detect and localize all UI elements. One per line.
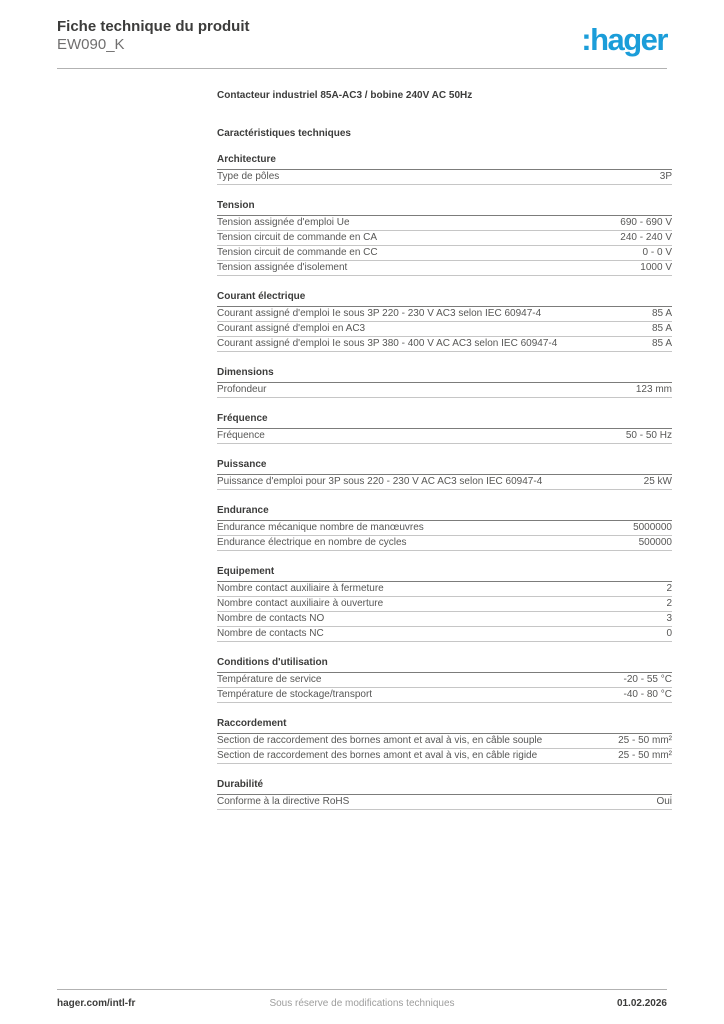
spec-section-title: Raccordement — [217, 718, 672, 734]
spec-rows — [217, 216, 672, 276]
spec-value: 240 - 240 V — [620, 232, 672, 243]
spec-section-title: Endurance — [217, 505, 672, 521]
characteristics-heading: Caractéristiques techniques — [217, 128, 351, 139]
spec-row — [217, 673, 672, 688]
spec-row — [217, 536, 672, 551]
spec-section-title: Tension — [217, 200, 672, 216]
spec-value: 123 mm — [635, 384, 672, 395]
spec-label: Type de pôles — [217, 171, 280, 182]
spec-row — [217, 170, 672, 185]
spec-row — [217, 231, 672, 246]
spec-value: 1000 V — [640, 262, 672, 273]
spec-row — [217, 521, 672, 536]
spec-row — [217, 734, 672, 749]
spec-label: Endurance électrique en nombre de cycles — [217, 537, 407, 548]
spec-row — [217, 582, 672, 597]
spec-label: Tension assignée d'emploi Ue — [217, 217, 350, 228]
spec-label: Courant assigné d'emploi Ie sous 3P 220 - 230 V AC3 selon IEC 60947-4 — [217, 308, 542, 319]
spec-section-title: Puissance — [217, 459, 672, 475]
spec-label: Section de raccordement des bornes amont et aval à vis, en câble souple — [217, 735, 543, 746]
spec-row — [217, 322, 672, 337]
spec-row — [217, 597, 672, 612]
spec-rows — [217, 734, 672, 764]
spec-value: 3 — [666, 613, 672, 624]
spec-section — [217, 367, 672, 398]
spec-section — [217, 779, 672, 810]
spec-rows — [217, 673, 672, 703]
product-description: Contacteur industriel 85A-AC3 / bobine 240V AC 50Hz — [217, 90, 473, 101]
spec-value: 2 — [666, 598, 672, 609]
spec-row — [217, 475, 672, 490]
spec-value: 25 kW — [643, 476, 672, 487]
spec-section — [217, 459, 672, 490]
spec-rows — [217, 521, 672, 551]
spec-label: Température de service — [217, 674, 322, 685]
page-title: Fiche technique du produit — [57, 18, 250, 35]
spec-row — [217, 337, 672, 352]
spec-row — [217, 383, 672, 398]
header-titles — [57, 18, 250, 54]
spec-value: 25 - 50 mm² — [618, 750, 672, 761]
spec-value: 690 - 690 V — [620, 217, 672, 228]
spec-label: Profondeur — [217, 384, 267, 395]
spec-section-title: Conditions d'utilisation — [217, 657, 672, 673]
spec-rows — [217, 795, 672, 810]
spec-row — [217, 627, 672, 642]
spec-label: Nombre contact auxiliaire à fermeture — [217, 583, 384, 594]
spec-label: Courant assigné d'emploi en AC3 — [217, 323, 366, 334]
spec-label: Conforme à la directive RoHS — [217, 796, 350, 807]
spec-section-title: Courant électrique — [217, 291, 672, 307]
spec-row — [217, 749, 672, 764]
spec-value: 5000000 — [633, 522, 672, 533]
footer-website: hager.com/intl-fr — [57, 998, 136, 1009]
spec-label: Courant assigné d'emploi Ie sous 3P 380 - 400 V AC AC3 selon IEC 60947-4 — [217, 338, 558, 349]
spec-row — [217, 795, 672, 810]
spec-section-title: Dimensions — [217, 367, 672, 383]
spec-value: -40 - 80 °C — [623, 689, 672, 700]
spec-section-title: Durabilité — [217, 779, 672, 795]
spec-value: 0 - 0 V — [642, 247, 672, 258]
spec-value: -20 - 55 °C — [623, 674, 672, 685]
spec-row — [217, 307, 672, 322]
hager-logo: :hager — [581, 22, 667, 57]
spec-rows — [217, 170, 672, 185]
sections — [217, 154, 672, 810]
spec-label: Tension assignée d'isolement — [217, 262, 348, 273]
page-footer — [57, 989, 667, 1010]
header-divider — [57, 68, 667, 69]
spec-value: Oui — [656, 796, 672, 807]
spec-section — [217, 413, 672, 444]
spec-value: 500000 — [638, 537, 672, 548]
spec-value: 2 — [666, 583, 672, 594]
spec-row — [217, 261, 672, 276]
spec-rows — [217, 383, 672, 398]
spec-section — [217, 154, 672, 185]
spec-label: Fréquence — [217, 430, 265, 441]
spec-rows — [217, 429, 672, 444]
spec-value: 25 - 50 mm² — [618, 735, 672, 746]
spec-section-title: Fréquence — [217, 413, 672, 429]
spec-label: Nombre de contacts NC — [217, 628, 324, 639]
spec-value: 50 - 50 Hz — [625, 430, 672, 441]
spec-row — [217, 688, 672, 703]
spec-row — [217, 216, 672, 231]
spec-section — [217, 718, 672, 764]
spec-rows — [217, 582, 672, 642]
footer-date: 01.02.2026 — [616, 998, 667, 1009]
spec-section — [217, 200, 672, 276]
technical-content — [217, 90, 672, 825]
spec-section — [217, 566, 672, 642]
spec-row — [217, 246, 672, 261]
spec-value: 85 A — [651, 338, 672, 349]
spec-section — [217, 657, 672, 703]
spec-label: Nombre contact auxiliaire à ouverture — [217, 598, 384, 609]
spec-section-title: Architecture — [217, 154, 672, 170]
spec-section-title: Equipement — [217, 566, 672, 582]
page-header — [57, 18, 667, 55]
spec-label: Tension circuit de commande en CC — [217, 247, 378, 258]
spec-row — [217, 429, 672, 444]
spec-section — [217, 291, 672, 352]
spec-value: 0 — [666, 628, 672, 639]
spec-label: Tension circuit de commande en CA — [217, 232, 378, 243]
spec-value: 85 A — [651, 323, 672, 334]
footer-disclaimer: Sous réserve de modifications techniques — [269, 998, 455, 1009]
spec-value: 85 A — [651, 308, 672, 319]
spec-label: Section de raccordement des bornes amont et aval à vis, en câble rigide — [217, 750, 538, 761]
spec-row — [217, 612, 672, 627]
spec-rows — [217, 475, 672, 490]
spec-label: Température de stockage/transport — [217, 689, 373, 700]
product-reference: EW090_K — [57, 36, 125, 53]
spec-rows — [217, 307, 672, 352]
spec-label: Nombre de contacts NO — [217, 613, 325, 624]
spec-section — [217, 505, 672, 551]
spec-label: Puissance d'emploi pour 3P sous 220 - 230 V AC AC3 selon IEC 60947-4 — [217, 476, 543, 487]
spec-value: 3P — [659, 171, 672, 182]
spec-label: Endurance mécanique nombre de manœuvres — [217, 522, 424, 533]
